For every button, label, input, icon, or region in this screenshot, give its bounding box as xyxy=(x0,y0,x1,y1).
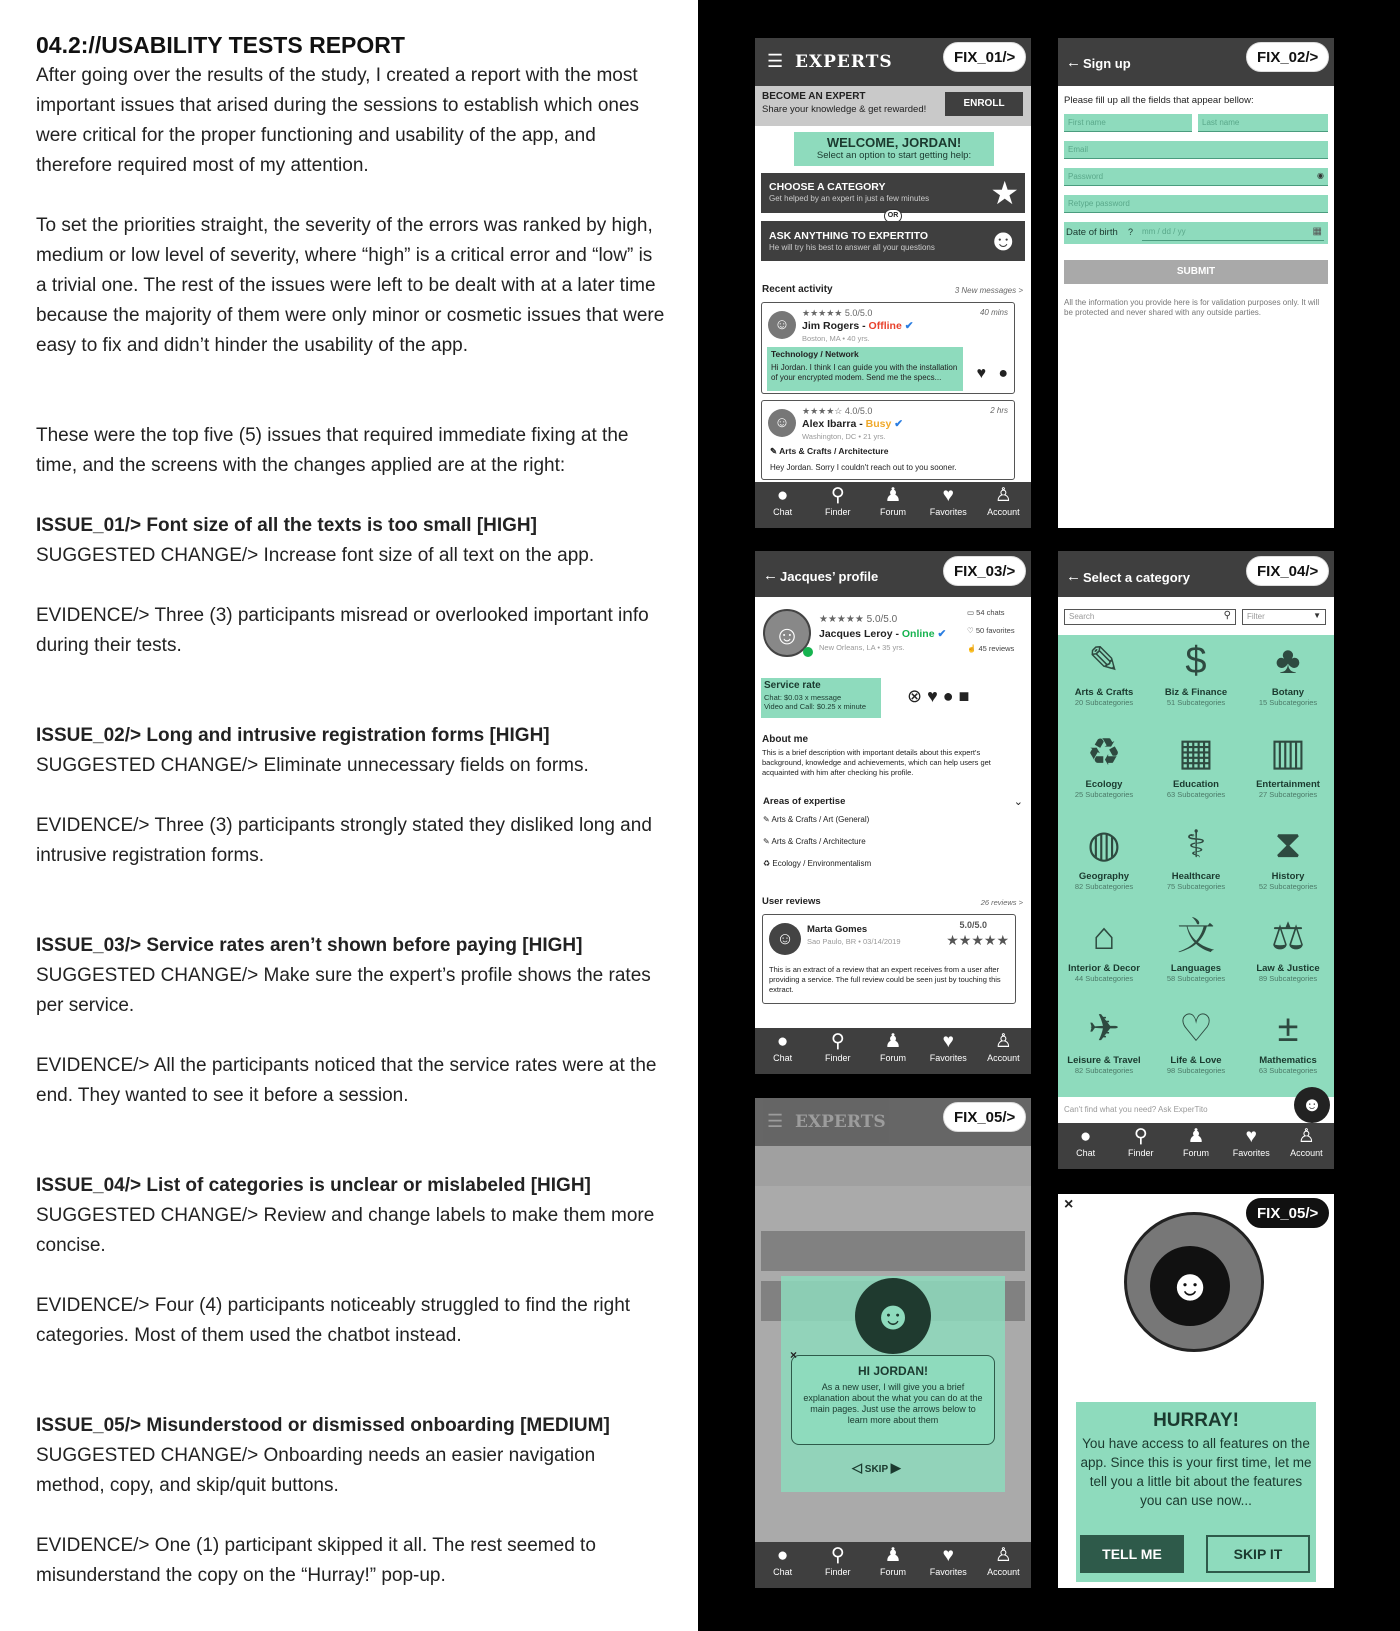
fix-05-onboarding-screen xyxy=(755,1098,1031,1588)
help-icon[interactable]: ? xyxy=(1128,227,1134,237)
onboarding-text: As a new user, I will give you a brief explanation about the what you can do at the main pages. Just use the arrows below to learn more about them xyxy=(803,1382,983,1425)
fix-03-screen: ← Jacques’ profile FIX_03/> ☺ ★★★★★ 5.0/5.0 Jacques Leroy - Online ✔ New Orleans, LA • 35 yrs. ▭ 54 chats ♡ 50 favorites ☝ 45 reviews Service rate Chat: $0.03 x message Video and Call: $0.25 x minute ⊗♥●■ About me This is a brief description with important details about this expert's background, knowledge and achievements, which can help users get acquainted with him after checking his profile. Areas of expertise ⌄ ✎ Arts & Crafts / Art (General) ✎ Arts & Crafts / Architecture ♻ Ecology / Environmentalism User reviews 26 reviews > ☺ Marta Gomes Sao Paulo, BR • 03/14/2019 5.0/5.0 ★★★★★ This is an extract of a review that an expert receives from a user after providing a service. The full review could be seen just by touching this extract. ● Chat ⚲ Finder ♟ Forum ♥ Favorites ♙ Account xyxy=(755,551,1031,1074)
verified-icon: ✔ xyxy=(937,628,947,640)
app-logo: EXPERTS xyxy=(795,52,893,72)
enroll-button[interactable]: ENROLL xyxy=(945,92,1023,116)
issue-evidence: EVIDENCE/> One (1) participant skipped it all. The rest seemed to misunderstand the copy on the “Hurray!” pop-up. xyxy=(36,1535,596,1586)
search-icon: ⚲ xyxy=(1223,610,1231,621)
heart-icon[interactable]: ♥ xyxy=(927,686,943,706)
or-divider: OR xyxy=(884,209,902,223)
nav-chat[interactable]: ● Chat xyxy=(773,1545,793,1577)
chat-icon[interactable]: ● xyxy=(998,365,1008,382)
chats-count: ▭ 54 chats xyxy=(967,608,1005,617)
category-life-love[interactable]: ♡ Life & Love 98 Subcategories xyxy=(1166,1008,1226,1075)
nav-forum[interactable]: ♟ Forum xyxy=(1183,1126,1210,1158)
issue-01 xyxy=(36,511,666,661)
welcome-box xyxy=(794,132,994,166)
back-arrow-icon[interactable]: ← xyxy=(763,567,778,584)
activity-card[interactable]: ☺ ★★★★☆ 4.0/5.0 2 hrs Alex Ibarra - Busy ✔ Washington, DC • 21 yrs. ✎ Arts & Crafts / Architecture Hey Jordan. Sorry I couldn't reach out to you sooner. xyxy=(761,400,1015,480)
fix-tag: FIX_03/> xyxy=(943,556,1026,586)
bottom-nav xyxy=(755,482,1031,528)
recent-activity-label: Recent activity xyxy=(762,284,833,295)
issue-title: ISSUE_03/> Service rates aren’t shown before paying [HIGH] xyxy=(36,935,583,956)
reviews-count: ☝ 45 reviews xyxy=(967,644,1015,653)
app-logo: EXPERTS xyxy=(795,1112,886,1132)
issue-evidence: EVIDENCE/> Three (3) participants misread or overlooked important info during their tests. xyxy=(36,605,649,656)
menu-icon[interactable]: ☰ xyxy=(767,51,784,71)
nav-chat[interactable]: ● Chat xyxy=(773,1031,793,1063)
choose-category-button[interactable]: CHOOSE A CATEGORY Get helped by an expert in just a few minutes ★ xyxy=(761,173,1025,213)
screens-column xyxy=(698,0,1400,1631)
rating: ★★★★★ 5.0/5.0 xyxy=(819,614,898,625)
favorites-count: ♡ 50 favorites xyxy=(967,626,1015,635)
eye-icon: ◉ xyxy=(1317,171,1324,180)
onboarding-title: HI JORDAN! xyxy=(857,1364,928,1378)
avatar: ☺ xyxy=(768,409,796,437)
nav-finder[interactable]: ⚲ Finder xyxy=(825,485,851,517)
category-botany[interactable]: ♣ Botany 15 Subcategories xyxy=(1258,640,1318,707)
become-expert-banner xyxy=(755,86,1031,126)
issue-change: SUGGESTED CHANGE/> Make sure the expert’s profile shows the rates per service. xyxy=(36,965,651,1016)
issue-03 xyxy=(36,931,666,1111)
calendar-icon[interactable]: ▦ xyxy=(1312,226,1322,237)
password-field[interactable]: Password ◉ xyxy=(1064,168,1328,186)
issue-title: ISSUE_02/> Long and intrusive registration forms [HIGH] xyxy=(36,725,550,746)
fix-04-screen xyxy=(1058,551,1334,1169)
category-ecology[interactable]: ♻ Ecology 25 Subcategories xyxy=(1074,732,1134,799)
fix-tag: FIX_02/> xyxy=(1246,42,1329,72)
fix-tag: FIX_05/> xyxy=(943,1102,1026,1132)
issue-title: ISSUE_01/> Font size of all the texts is too small [HIGH] xyxy=(36,515,537,536)
review-card[interactable]: ☺ Marta Gomes Sao Paulo, BR • 03/14/2019 5.0/5.0 ★★★★★ This is an extract of a review that an expert receives from a user after providing a service. The full review could be seen just by touching this extract. xyxy=(762,914,1016,1004)
expertito-face-icon: ☻ xyxy=(987,224,1019,257)
profile-actions xyxy=(907,686,975,707)
hurray-panel xyxy=(1076,1402,1316,1582)
chevron-down-icon[interactable]: ⌄ xyxy=(1013,796,1023,808)
message-preview: Technology / Network Hi Jordan. I think I can guide you with the installation of your encrypted modem. Send me the specs... xyxy=(767,347,963,391)
share-icon[interactable]: ⊗ xyxy=(907,686,928,706)
new-messages-link[interactable]: 3 New messages > xyxy=(954,286,1023,295)
ask-expertito-button[interactable]: ASK ANYTHING TO EXPERTITO He will try his best to answer all your questions ☻ xyxy=(761,221,1025,261)
fix-tag: FIX_04/> xyxy=(1246,556,1329,586)
menu-icon: ☰ xyxy=(767,1111,784,1131)
nav-favorites[interactable]: ♥ Favorites xyxy=(929,485,967,517)
issue-05 xyxy=(36,1411,666,1591)
last-name-field[interactable]: Last name xyxy=(1198,114,1328,132)
dob-row: Date of birth ? mm / dd / yy ▦ xyxy=(1064,222,1328,244)
hurray-text: You have access to all features on the app. Since this is your first time, let me tell you a little bit about the features you can use now... xyxy=(1080,1436,1312,1508)
issue-04 xyxy=(36,1171,666,1351)
nav-chat[interactable]: ● Chat xyxy=(773,485,793,517)
onboarding-bubble xyxy=(790,1348,995,1445)
issue-change: SUGGESTED CHANGE/> Review and change labels to make them more concise. xyxy=(36,1205,655,1256)
privacy-note: All the information you provide here is for validation purposes only. It will be protected and never shared with any outside parties. xyxy=(1064,298,1320,317)
rating-stars: ★★★★★ xyxy=(946,932,1009,948)
nav-finder[interactable]: ⚲ Finder xyxy=(825,1545,851,1577)
verified-icon: ✔ xyxy=(894,418,904,430)
activity-card[interactable]: ☺ ★★★★★ 5.0/5.0 40 mins Jim Rogers - Offline ✔ Boston, MA • 40 yrs. Technology / Network Hi Jordan. I think I can guide you with the installation of your encrypted modem. Send me the specs... ♥ ● xyxy=(761,302,1015,394)
bottom-nav xyxy=(755,1542,1031,1588)
nav-forum[interactable]: ♟ Forum xyxy=(880,485,907,517)
welcome-title: WELCOME, JORDAN! xyxy=(826,135,962,150)
nav-finder[interactable]: ⚲ Finder xyxy=(1128,1126,1154,1158)
reviews-link[interactable]: 26 reviews > xyxy=(980,898,1023,907)
issue-title: ISSUE_04/> List of categories is unclear or mislabeled [HIGH] xyxy=(36,1175,591,1196)
fix-tag: FIX_05/> xyxy=(1246,1198,1329,1228)
nav-favorites[interactable]: ♥ Favorites xyxy=(1232,1126,1270,1158)
filter-select[interactable]: Filter ▼ xyxy=(1242,609,1326,625)
video-icon[interactable]: ■ xyxy=(958,686,975,706)
verified-icon: ✔ xyxy=(904,320,914,332)
ask-expertito-hint: Can't find what you need? Ask ExperTito xyxy=(1064,1105,1208,1114)
category-biz-finance[interactable]: $ Biz & Finance 51 Subcategories xyxy=(1164,640,1228,707)
issue-evidence: EVIDENCE/> Four (4) participants noticeably struggled to find the right categories. Most of them used the chatbot instead. xyxy=(36,1295,631,1346)
tell-me-button[interactable]: TELL ME xyxy=(1080,1535,1184,1573)
report-column xyxy=(0,0,698,1631)
about-text: This is a brief description with important details about this expert's background, knowledge and achievements, which can help users get acquainted with him after checking his profile. xyxy=(762,748,991,777)
dimmed-button xyxy=(761,1231,1025,1271)
category-geography[interactable]: ◍ Geography 82 Subcategories xyxy=(1074,824,1134,891)
avatar: ☺ xyxy=(768,311,796,339)
next-arrow-icon: ▶ xyxy=(890,1460,901,1475)
category-mathematics[interactable]: ± Mathematics 63 Subcategories xyxy=(1258,1008,1318,1075)
online-dot xyxy=(803,647,813,657)
bottom-nav xyxy=(1058,1123,1334,1169)
chat-icon[interactable]: ● xyxy=(942,686,959,706)
nav-favorites[interactable]: ♥ Favorites xyxy=(929,1545,967,1577)
nav-account[interactable]: ♙ Account xyxy=(987,1031,1020,1063)
retype-password-field[interactable]: Retype password xyxy=(1064,195,1328,213)
close-icon[interactable]: × xyxy=(790,1348,798,1362)
areas-heading: Areas of expertise xyxy=(763,796,846,807)
submit-button[interactable]: SUBMIT xyxy=(1064,260,1328,284)
welcome-subtitle: Select an option to start getting help: xyxy=(816,150,972,161)
category-grid xyxy=(1058,635,1334,1097)
email-field[interactable]: Email xyxy=(1064,141,1328,159)
chatbot-icon[interactable]: ☻ xyxy=(1294,1087,1330,1123)
expert-name: Jacques Leroy xyxy=(819,628,893,640)
intro-paragraph-3: These were the top five (5) issues that required immediate fixing at the time, and the screens with the changes applied are at the right: xyxy=(36,425,629,476)
about-heading: About me xyxy=(762,734,809,745)
nav-chat[interactable]: ● Chat xyxy=(1076,1126,1096,1158)
skip-it-button[interactable]: SKIP IT xyxy=(1206,1535,1310,1573)
category-interior-decor[interactable]: ⌂ Interior & Decor 44 Subcategories xyxy=(1068,916,1140,983)
search-input[interactable]: Search ⚲ xyxy=(1064,609,1236,625)
category-entertainment[interactable]: ▥ Entertainment 27 Subcategories xyxy=(1256,732,1320,799)
nav-finder[interactable]: ⚲ Finder xyxy=(825,1031,851,1063)
fix-02-screen xyxy=(1058,38,1334,528)
nav-account[interactable]: ♙ Account xyxy=(1290,1126,1323,1158)
nav-account[interactable]: ♙ Account xyxy=(987,1545,1020,1577)
fix-05-hurray-screen xyxy=(1058,1194,1334,1588)
nav-forum[interactable]: ♟ Forum xyxy=(880,1545,907,1577)
first-name-field[interactable]: First name xyxy=(1064,114,1192,132)
category-law-justice[interactable]: ⚖ Law & Justice 89 Subcategories xyxy=(1256,916,1320,983)
expertito-mascot: ☻ xyxy=(855,1278,931,1354)
category-languages[interactable]: 文 Languages 58 Subcategories xyxy=(1166,916,1226,983)
back-arrow-icon[interactable]: ← xyxy=(1066,54,1081,71)
become-subtitle: Share your knowledge & get rewarded! xyxy=(762,104,927,115)
prev-arrow-icon: ◁ xyxy=(852,1460,862,1475)
intro-paragraph-1: After going over the results of the study, I created a report with the most important issues that arised during the sessions to establish which ones were critical for the proper functioning and usability of the app, and therefore required most of my attention. xyxy=(36,65,640,176)
back-arrow-icon[interactable]: ← xyxy=(1066,568,1081,585)
service-rate-box: Service rate Chat: $0.03 x message Video and Call: $0.25 x minute xyxy=(761,678,881,718)
dob-field[interactable]: mm / dd / yy xyxy=(1142,224,1324,241)
intro-paragraph-2: To set the priorities straight, the severity of the errors was ranked by high, medium or low level of severity, where “high” is a critical error and “low” is a trivial one. The rest of the issues were left to be dealt with at a later time because the majority of them were only minor or cosmetic issues that were easy to fix and didn’t hinder the usability of the app. xyxy=(36,215,665,356)
expert-avatar: ☺ xyxy=(763,609,811,657)
issue-change: SUGGESTED CHANGE/> Onboarding needs an easier navigation method, copy, and skip/quit buttons. xyxy=(36,1445,596,1496)
issue-02 xyxy=(36,721,666,871)
issue-change: SUGGESTED CHANGE/> Eliminate unnecessary fields on forms. xyxy=(36,755,589,776)
star-icon: ★ xyxy=(990,175,1019,211)
category-healthcare[interactable]: ⚕ Healthcare 75 Subcategories xyxy=(1166,824,1226,891)
hurray-title: HURRAY! xyxy=(1153,1410,1239,1431)
avatar: ☺ xyxy=(769,923,801,955)
bottom-nav xyxy=(755,1028,1031,1074)
become-title: BECOME AN EXPERT xyxy=(762,91,866,102)
fix-01-screen xyxy=(755,38,1031,528)
dropdown-arrow-icon: ▼ xyxy=(1313,611,1321,620)
category-leisure-travel[interactable]: ✈ Leisure & Travel 82 Subcategories xyxy=(1067,1008,1141,1075)
fix-tag: FIX_01/> xyxy=(943,42,1026,72)
report-heading: 04.2://USABILITY TESTS REPORT xyxy=(36,32,405,58)
nav-account[interactable]: ♙ Account xyxy=(987,485,1020,517)
nav-favorites[interactable]: ♥ Favorites xyxy=(929,1031,967,1063)
category-arts-crafts[interactable]: ✎ Arts & Crafts 20 Subcategories xyxy=(1074,640,1134,707)
user-reviews-heading: User reviews xyxy=(762,896,821,907)
issue-evidence: EVIDENCE/> Three (3) participants strongly stated they disliked long and intrusive registration forms. xyxy=(36,815,652,866)
nav-forum[interactable]: ♟ Forum xyxy=(880,1031,907,1063)
rating: ★★★★★ 5.0/5.0 xyxy=(802,308,873,318)
category-education[interactable]: ▦ Education 63 Subcategories xyxy=(1166,732,1226,799)
page-title: Select a category xyxy=(1083,570,1190,585)
dimmed-banner xyxy=(755,1146,1031,1186)
expertito-mascot: ☻ xyxy=(1150,1246,1230,1326)
heart-icon[interactable]: ♥ xyxy=(976,365,986,382)
category-history[interactable]: ⧗ History 52 Subcategories xyxy=(1258,824,1318,891)
form-instructions: Please fill up all the fields that appear bellow: xyxy=(1064,95,1254,106)
skip-control[interactable]: ◁ SKIP ▶ xyxy=(852,1460,901,1475)
issue-evidence: EVIDENCE/> All the participants noticed that the service rates were at the end. They wanted to see it before a session. xyxy=(36,1055,657,1106)
page-title: Sign up xyxy=(1083,56,1131,71)
issue-title: ISSUE_05/> Misunderstood or dismissed onboarding [MEDIUM] xyxy=(36,1415,610,1436)
issue-change: SUGGESTED CHANGE/> Increase font size of all text on the app. xyxy=(36,545,595,566)
page-title: Jacques’ profile xyxy=(780,569,879,584)
close-icon[interactable]: × xyxy=(1064,1196,1074,1213)
